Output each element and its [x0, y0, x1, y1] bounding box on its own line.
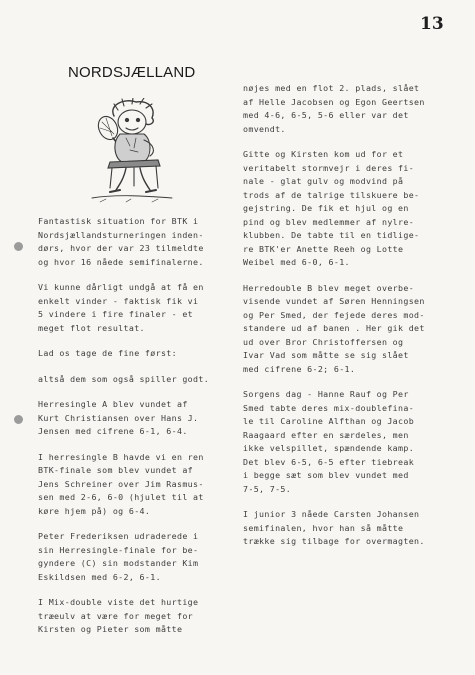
paragraph: Lad os tage de fine først:: [38, 348, 177, 358]
paragraph: nøjes med en flot 2. plads, slået af Helle Jacobsen og Egon Geertsen med 4-6, 6-5, 5-6 eller var det omvendt.: [243, 83, 425, 134]
paragraph: Fantastisk situation for BTK i Nordsjællandsturneringen inden- dørs, hvor der var 23 tilmeldte og hvor 16 nåede semifinalerne.: [38, 216, 204, 267]
paragraph: I Mix-double viste det hurtige træeulv at være for meget for Kirsten og Pieter som måtte: [38, 597, 199, 634]
punch-hole: [14, 415, 23, 424]
page-number: 13: [420, 14, 444, 34]
paragraph: Vi kunne dårligt undgå at få en enkelt vinder - faktisk fik vi 5 vindere i fire finaler - et meget flot resultat.: [38, 282, 204, 333]
left-column: [38, 215, 248, 649]
right-column: [243, 82, 453, 561]
paragraph: I herresingle B havde vi en ren BTK-finale som blev vundet af Jens Schreiner over Jim Rasmus- sen med 2-6, 6-0 (hjulet til at køre hjem på) og 6-4.: [38, 451, 204, 516]
paragraph: altså dem som også spiller godt.: [38, 373, 210, 384]
paragraph: Herresingle A blev vundet af Kurt Christiansen over Hans J. Jensen med cifrene 6-1, 6-4.: [38, 399, 199, 436]
tennis-player-illustration: [86, 98, 178, 208]
paragraph: I junior 3 nåede Carsten Johansen semifinalen, hvor han så måtte trække sig tilbage for overmagten.: [243, 509, 425, 546]
punch-hole: [14, 242, 23, 251]
paragraph: Herredouble B blev meget overbe- visende vundet af Søren Henningsen og Per Smed, der fejede deres mod- standere ud af banen . Her gik det ud over Bror Christoffersen og Ivar Vad som måtte se sig slået med cifrene 6-2; 6-1.: [243, 282, 425, 374]
paragraph: Sorgens dag - Hanne Rauf og Per Smed tabte deres mix-doublefina- le til Caroline Alfthan og Jacob Raagaard efter en særdeles, men ikke velspillet, spændende kamp. Det blev 6-5, 6-5 efter tiebreak i begge sæt som blev vundet med 7-5, 7-5.: [243, 389, 415, 494]
page-title: NORDSJÆLLAND: [68, 64, 196, 81]
paragraph: Gitte og Kirsten kom ud for et veritabelt stormvejr i deres fi- nale - glat gulv og modvind på trods af de talrige tilskuere be- gejstring. De fik et hjul og en pind og blev medlemmer af nylre- klubben. De tabte til en tidlige- re BTK'er Anette Reeh og Lotte Weibel med 6-0, 6-1.: [243, 149, 420, 267]
paragraph: Peter Frederiksen udraderede i sin Herresingle-finale for be- gyndere (C) sin modstander Kim Eskildsen med 6-2, 6-1.: [38, 531, 199, 582]
